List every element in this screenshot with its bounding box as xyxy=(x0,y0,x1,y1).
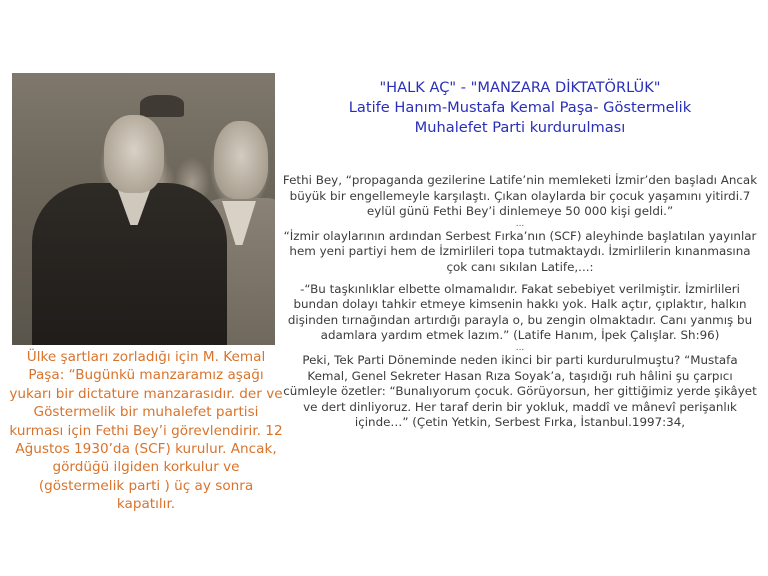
title-line-1: "HALK AÇ" - "MANZARA DİKTATÖRLÜK" xyxy=(379,79,661,96)
paragraph-fethi-bey: Fethi Bey, “propaganda gezilerine Latife’nin memleketi İzmir’den başladı Ancak büyük bir engellemeyle karşılaştı. Çıkan olaylarda bir çocuk yaşamını yitirdi.7 eylül günü Fethi Bey’i dinlemeye 50 000 kişi geldi.” xyxy=(282,173,758,219)
photo-caption: Ülke şartları zorladığı için M. Kemal Paşa: “Bugünkü manzaramız aşağı yukarı bir dictature manzarasıdır. der ve Göstermelik bir muhalefet partisi kurması için Fethi Bey’i görevlendirir. 12 Ağustos 1930’da (SCF) kurulur. Ancak, gördüğü ilgiden korkulur ve (göstermelik parti ) üç ay sonra kapatılır. xyxy=(9,349,283,513)
photo-figure-left-face xyxy=(104,115,164,193)
ellipsis-separator: ... xyxy=(515,342,525,353)
paragraph-latife-quote: -“Bu taşkınlıklar elbette olmamalıdır. Fakat sebebiyet verilmiştir. İzmirlileri bundan dolayı tahkir etmeye kimsenin hakkı yok. Halk açtır, çıplaktır, halkın dişinden tırnağından artırdığı parayla o, bu zengin olmaktadır. Canı yanmış bu adamlara yardım etmek lazım.” (Latife Hanım, İpek Çalışlar. Sh:96) xyxy=(287,281,753,343)
paragraph-izmir-events: “İzmir olaylarının ardından Serbest Fırka’nın (SCF) aleyhinde başlatılan yayınlar hem yeni partiyi hem de İzmirlileri topa tutmaktaydı. İzmirlilerin kınanmasına çok canı sıkılan Latife,...: xyxy=(283,228,757,274)
photo-figure-hat xyxy=(140,95,184,117)
body-text xyxy=(282,173,758,431)
page-title xyxy=(278,78,762,138)
title-line-2: Latife Hanım-Mustafa Kemal Paşa- Göstermelik xyxy=(348,99,692,116)
ellipsis-separator: ... xyxy=(515,218,525,229)
historical-photo xyxy=(12,73,275,345)
paragraph-second-party: Peki, Tek Parti Döneminde neden ikinci bir parti kurdurulmuştu? “Mustafa Kemal, Genel Sekreter Hasan Rıza Soyak’a, taşıdığı ruh hâlini şu çarpıcı cümleyle özetler: “Bunalıyorum çocuk. Görüyorsun, her gittiğimiz yerde şikâyet ve dert dinliyoruz. Her taraf derin bir yokluk, maddî ve mânevî perişanlık içinde…” (Çetin Yetkin, Serbest Fırka, İstanbul.1997:34, xyxy=(283,352,757,430)
title-line-3: Muhalefet Parti kurdurulması xyxy=(414,119,626,136)
photo-figure-right-face xyxy=(214,121,268,199)
